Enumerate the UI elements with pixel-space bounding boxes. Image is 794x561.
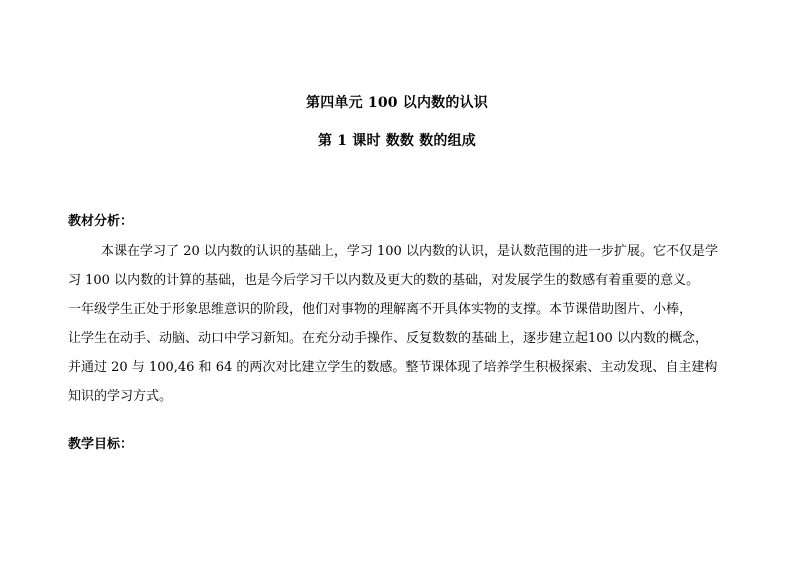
paragraph-line: 习 100 以内数的计算的基础，也是今后学习千以内数及更大的数的基础，对发展学生的数感有着重要的意义。	[68, 273, 700, 288]
unit-title: 第四单元 100 以内数的认识	[306, 95, 488, 111]
paragraph-line: 本课在学习了 20 以内数的认识的基础上，学习 100 以内数的认识，是认数范围的进一步扩展。它不仅是学	[68, 244, 718, 259]
section-heading-analysis: 教材分析：	[68, 214, 134, 229]
paragraph-line: 让学生在动手、动脑、动口中学习新知。在充分动手操作、反复数数的基础上，逐步建立起100 以内数的概念，	[68, 331, 708, 346]
paragraph-line: 一年级学生正处于形象思维意识的阶段，他们对事物的理解离不开具体实物的支撑。本节课借助图片、小棒，	[68, 302, 693, 317]
analysis-paragraph	[68, 237, 732, 411]
lesson-title: 第 1 课时 数数 数的组成	[317, 133, 477, 149]
paragraph-line: 并通过 20 与 100,46 和 64 的两次对比建立学生的数感。整节课体现了培养学生积极探索、主动发现、自主建构	[68, 360, 718, 375]
paragraph-line: 知识的学习方式。	[68, 389, 173, 404]
section-heading-objectives: 教学目标：	[68, 437, 134, 452]
